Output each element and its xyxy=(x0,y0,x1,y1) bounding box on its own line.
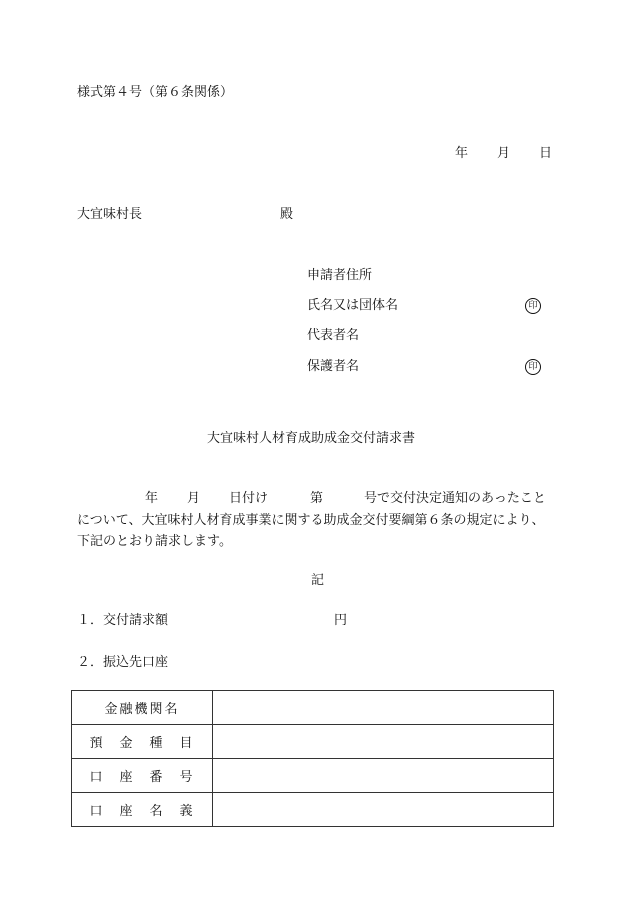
table-row xyxy=(72,691,554,725)
addressee: 大宜味村長 xyxy=(77,207,143,222)
table-row xyxy=(72,793,554,827)
ki-heading: 記 xyxy=(311,573,325,588)
date-day: 日 xyxy=(539,146,553,161)
seal-mark: 印 xyxy=(525,359,541,375)
date-year: 年 xyxy=(455,146,469,161)
applicant-name-label: 氏名又は団体名 xyxy=(307,298,399,313)
applicant-address-label: 申請者住所 xyxy=(307,268,373,283)
guardian-label: 保護者名 xyxy=(307,359,360,374)
body-line-2: について、大宜味村人材育成事業に関する助成金交付要綱第６条の規定により、 xyxy=(77,513,545,528)
item-1-label: １．交付請求額 xyxy=(77,613,169,628)
account-number-field[interactable] xyxy=(213,759,554,793)
body-month: 月 xyxy=(187,491,201,506)
bank-name-label: 金融機関名 xyxy=(72,691,213,725)
seal-mark: 印 xyxy=(525,298,541,314)
account-number-label: 口 座 番 号 xyxy=(72,759,213,793)
body-date-suffix: 日付け xyxy=(229,491,269,506)
representative-label: 代表者名 xyxy=(307,328,360,343)
date-line xyxy=(455,145,552,163)
item-1-unit: 円 xyxy=(334,613,348,628)
body-year: 年 xyxy=(145,491,159,506)
account-holder-field[interactable] xyxy=(213,793,554,827)
table-row xyxy=(72,725,554,759)
table-row xyxy=(72,759,554,793)
date-month: 月 xyxy=(497,146,511,161)
document-title: 大宜味村人材育成助成金交付請求書 xyxy=(207,431,416,446)
form-number: 様式第４号（第６条関係） xyxy=(77,85,234,100)
bank-account-table xyxy=(71,690,554,827)
deposit-type-label: 預 金 種 目 xyxy=(72,725,213,759)
honorific: 殿 xyxy=(280,207,294,222)
bank-name-field[interactable] xyxy=(213,691,554,725)
body-number-prefix: 第 xyxy=(310,491,324,506)
account-holder-label: 口 座 名 義 xyxy=(72,793,213,827)
item-2-label: ２．振込先口座 xyxy=(77,655,169,670)
body-line-1 xyxy=(77,490,546,508)
deposit-type-field[interactable] xyxy=(213,725,554,759)
body-line-3: 下記のとおり請求します。 xyxy=(77,534,232,549)
body-line-1-rest: 号で交付決定通知のあったこと xyxy=(364,491,546,506)
